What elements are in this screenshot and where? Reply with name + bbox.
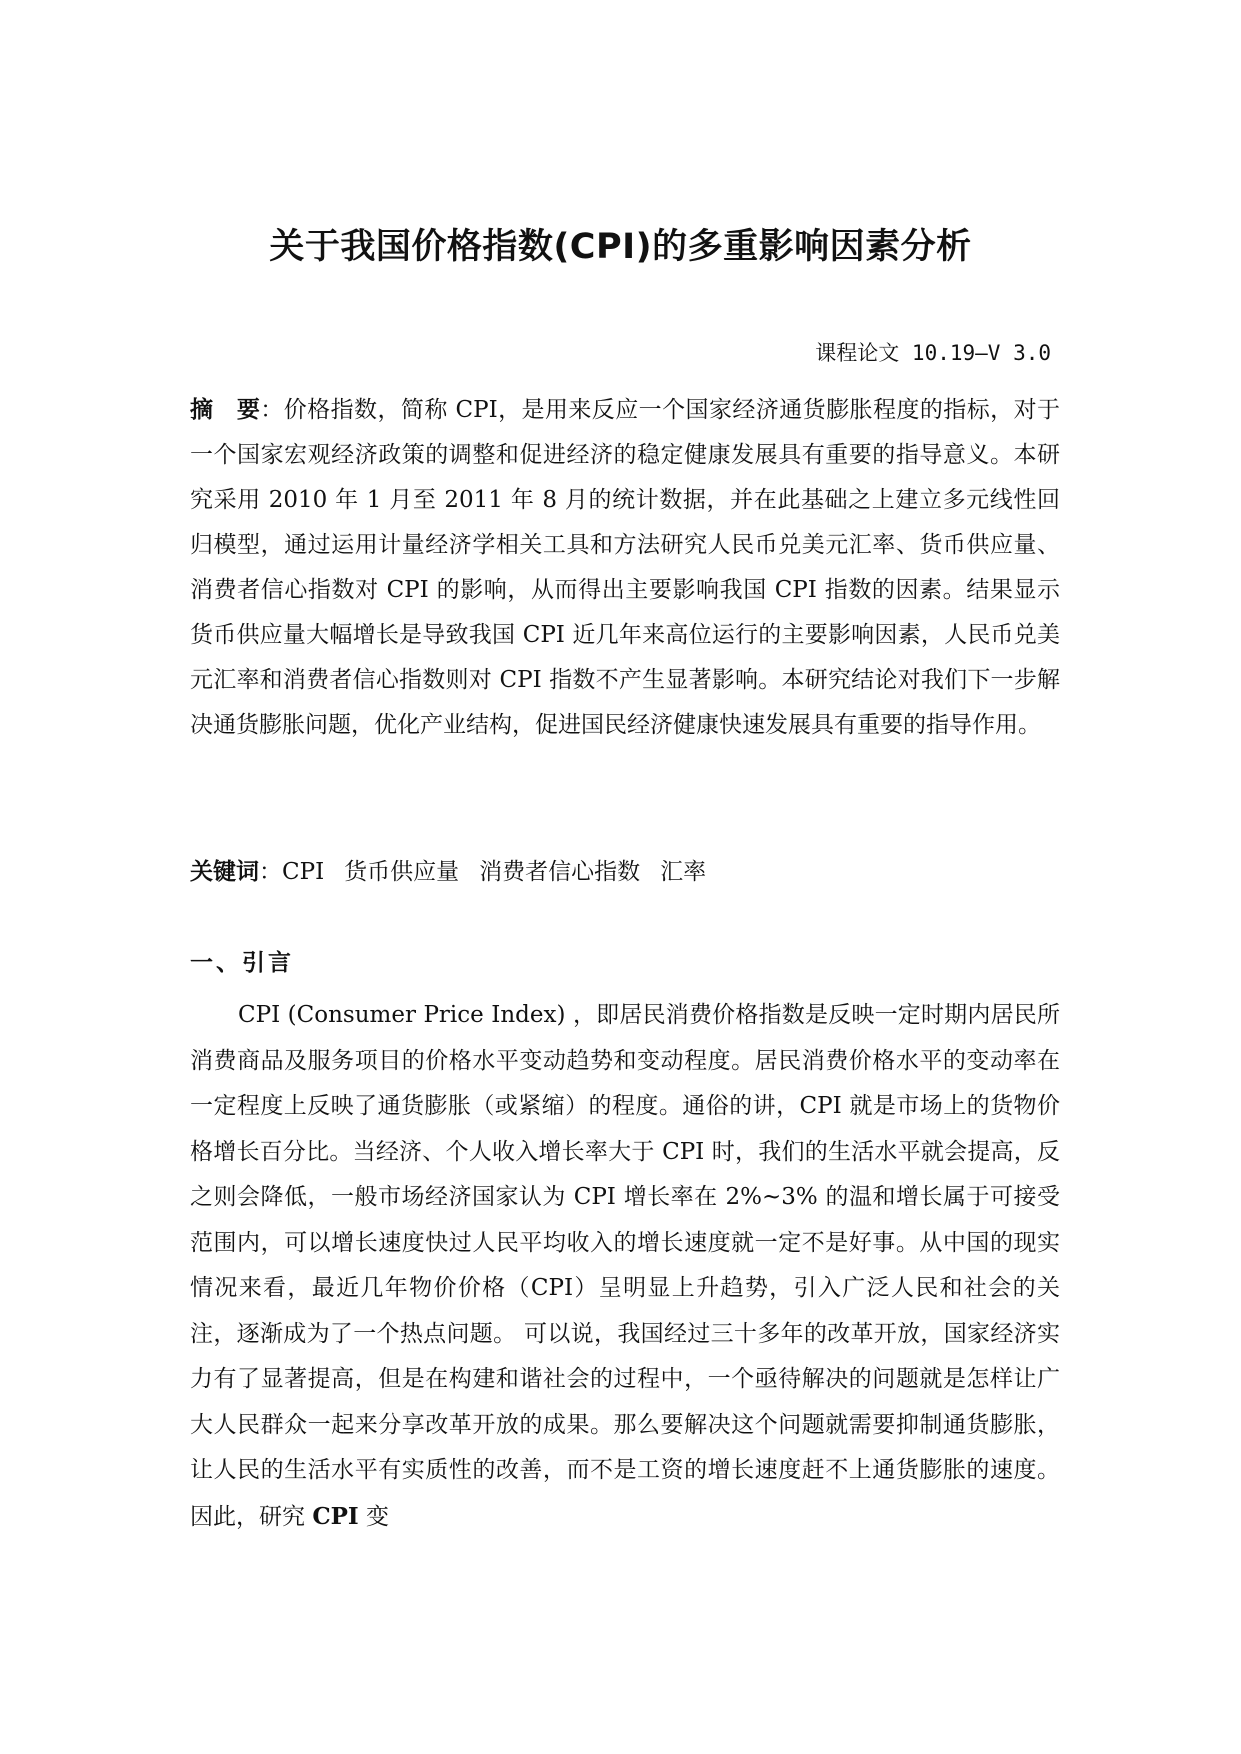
keywords-label: 关键词 <box>190 859 259 885</box>
keyword-item: 汇率 <box>660 859 707 885</box>
paper-title: 关于我国价格指数(CPI)的多重影响因素分析 <box>269 227 972 267</box>
abstract <box>190 388 1060 748</box>
keywords-separator: ： <box>259 859 282 885</box>
abstract-text: 价格指数，简称 CPI，是用来反应一个国家经济通货膨胀程度的指标，对于一个国家宏观经济政策的调整和促进经济的稳定健康发展具有重要的指导意义。本研究采用 2010 年 1 月至 2011 年 8 月的统计数据，并在此基础之上建立多元线性回归模型，通过运用计量经济学相关工具和方法研究人民币兑美元汇率、货币供应量、消费者信心指数对 CPI 的影响，从而得出主要影响我国 CPI 指数的因素。结果显示 货币供应量大幅增长是导致我国 CPI 近几年来高位运行的主要影响因素，人民币兑美元汇率和消费者信心指数则对 CPI 指数不产生显著影响。本研究结论对我们下一步解决通货膨胀问题，优化产业结构，促进国民经济健康快速发展具有重要的指导作用。 <box>190 397 1060 738</box>
introduction-paragraph <box>190 993 1060 1540</box>
keyword-item: CPI <box>282 859 325 885</box>
section-heading-introduction: 一、引言 <box>190 950 294 976</box>
keywords <box>190 850 1060 895</box>
version-label: 课程论文 10.19—V 3.0 <box>815 341 1051 365</box>
abstract-separator: ： <box>260 397 284 423</box>
keyword-item: 货币供应量 <box>344 859 460 885</box>
keyword-item: 消费者信心指数 <box>479 859 641 885</box>
abstract-label: 摘 要 <box>190 397 261 423</box>
introduction-text: CPI (Consumer Price Index) ，即居民消费价格指数是反映一定时期内居民所消费商品及服务项目的价格水平变动趋势和变动程度。居民消费价格水平的变动率在一定程度上反映了通货膨胀（或紧缩）的程度。通俗的讲，CPI 就是市场上的货物价格增长百分比。当经济、个人收入增长率大于 CPI 时，我们的生活水平就会提高，反之则会降低，一般市场经济国家认为 CPI 增长率在 2%~3% 的温和增长属于可接受范围内，可以增长速度快过人民平均收入的增长速度就一定不是好事。从中国的现实情况来看，最近几年物价价格（CPI）呈明显上升趋势，引入广泛人民和社会的关注，逐渐成为了一个热点问题。 可以说，我国经过三十多年的改革开放，国家经济实力有了显著提高，但是在构建和谐社会的过程中，一个亟待解决的问题就是怎样让广大人民群众一起来分享改革开放的成果。那么要解决这个问题就需要抑制通货膨胀，让人民的生活水平有实质性的改善，而不是工资的增长速度赶不上通货膨胀的速度。因此，研究 <box>190 1002 1060 1530</box>
introduction-text-end: 变 <box>358 1503 389 1530</box>
introduction-bold-term: CPI <box>312 1502 359 1530</box>
